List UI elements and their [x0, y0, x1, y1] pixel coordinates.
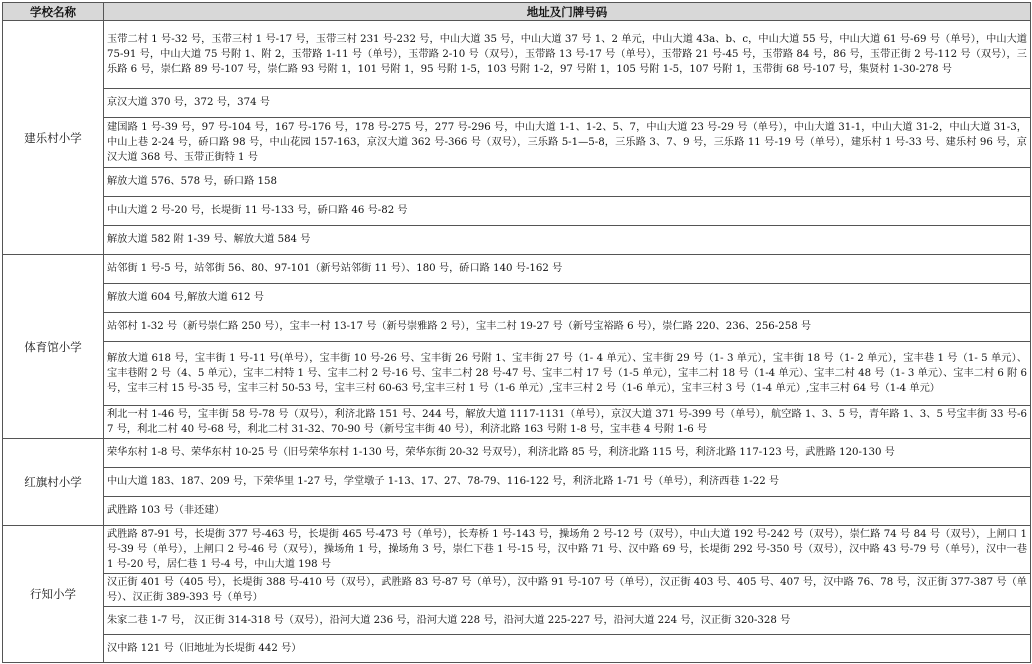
- address-cell: 解放大道 618 号，宝丰街 1 号-11 号(单号），宝丰街 10 号-26 号、宝丰街 26 号附 1、宝丰街 27 号（1- 4 单元）、宝丰街 29 号（1- 3 单元），宝丰街 18 号（1- 2 单元），宝丰巷 1 号（1- 5 单元）、宝丰巷附 2 号（4、5 单元），宝丰二村特 1 号、宝丰二村 2 号-16 号、宝丰二村 28 号-47 号、宝丰二村 17 号（1-5 单元），宝丰二村 18 号（1-4 单元）、宝丰二村 48 号（1- 3 单元）、宝丰二村 6 附 6 号，宝丰三村 15 号-35 号，宝丰三村 50-53 号，宝丰三村 60-63 号,宝丰三村 1 号（1-6 单元）,宝丰三村 2 号（1-6 单元），宝丰三村 3 号（1-4 单元）,宝丰三村 64 号（1-4 单元）: [104, 342, 1031, 406]
- address-cell: 站邻村 1-32 号（新号崇仁路 250 号），宝丰一村 13-17 号（新号崇雅路 2 号），宝丰二村 19-27 号（新号宝裕路 6 号），崇仁路 220、236、256-258 号: [104, 313, 1031, 342]
- table-row: [3, 118, 1031, 168]
- address-cell: 荣华东村 1-8 号、荣华东村 10-25 号（旧号荣华东村 1-130 号，荣华东街 20-32 号双号），利济北路 85 号，利济北路 115 号，利济北路 117-123 号，武胜路 120-130 号: [104, 439, 1031, 468]
- table-row: [3, 635, 1031, 663]
- table-row: [3, 255, 1031, 284]
- address-cell: 玉带二村 1 号-32 号，玉带三村 1 号-17 号，玉带三村 231 号-232 号，中山大道 35 号，中山大道 37 号 1、2 单元，中山大道 43a、b、c，中山大道 55 号，中山大道 61 号-69 号（单号），中山大道 75-91 号，中山大道 75 号附 1、附 2，玉带路 1-11 号（单号），玉带路 2-10 号（双号），玉带路 13 号-17 号（单号），玉带路 21 号-45 号，玉带路 84 号，86 号，玉带正街 2 号-112 号（双号），三乐路 6 号，崇仁路 89 号-107 号，崇仁路 93 号附 1，101 号附 1，95 号附 1-5，103 号附 1-2，97 号附 1，105 号附 1-5，107 号附 1，玉带街 68 号-107 号，集贤村 1-30-278 号: [104, 21, 1031, 89]
- table-row: [3, 313, 1031, 342]
- table-row: [3, 406, 1031, 439]
- table-row: [3, 497, 1031, 526]
- address-header: 地址及门牌号码: [104, 3, 1031, 21]
- table-row: [3, 89, 1031, 118]
- table-row: [3, 607, 1031, 635]
- address-cell: 武胜路 87-91 号，长堤街 377 号-463 号，长堤街 465 号-473 号（单号），长寿桥 1 号-143 号，操场角 2 号-12 号（双号），中山大道 192 号-242 号（双号），崇仁路 74 号 84 号（双号），上闸口 1 号-39 号（单号），上闸口 2 号-46 号（双号），操场角 1 号，操场角 3 号，崇仁下巷 1 号-15 号，汉中路 71 号、汉中路 69 号，长堤街 292 号-350 号（双号），汉中路 43 号-79 号（单号），汉中一巷 1 号-20 号，居仁巷 1 号-4 号，中山大道 198 号: [104, 526, 1031, 574]
- table-row: [3, 574, 1031, 607]
- table-row: [3, 226, 1031, 255]
- address-cell: 朱家二巷 1-7 号， 汉正街 314-318 号（双号），沿河大道 236 号，沿河大道 228 号，沿河大道 225-227 号，沿河大道 224 号，汉正街 320-328 号: [104, 607, 1031, 635]
- address-cell: 解放大道 576、578 号，硚口路 158: [104, 168, 1031, 197]
- address-cell: 武胜路 103 号（非还建）: [104, 497, 1031, 526]
- address-cell: 解放大道 604 号,解放大道 612 号: [104, 284, 1031, 313]
- table-row: [3, 197, 1031, 226]
- address-cell: 中山大道 183、187、209 号，下荣华里 1-27 号，学堂墩子 1-13、17、27、78-79、116-122 号，利济北路 1-71 号（单号），利济西巷 1-22 号: [104, 468, 1031, 497]
- school-name-cell: 建乐村小学: [3, 21, 104, 255]
- table-row: [3, 21, 1031, 89]
- address-cell: 站邻街 1 号-5 号，站邻街 56、80、97-101（新号站邻街 11 号）、180 号，硚口路 140 号-162 号: [104, 255, 1031, 284]
- address-cell: 利北一村 1-46 号，宝丰街 58 号-78 号（双号），利济北路 151 号、244 号，解放大道 1117-1131（单号），京汉大道 371 号-399 号（单号），航空路 1、3、5 号，青年路 1、3、5 号宝丰街 33 号-67 号，利北二村 40 号-68 号，利北二村 31-32、70-90 号（新号宝丰街 40 号），利济北路 163 号附 1-8 号，宝丰巷 4 号附 1-6 号: [104, 406, 1031, 439]
- table-row: [3, 526, 1031, 574]
- table-row: [3, 342, 1031, 406]
- school-name-cell: 体育馆小学: [3, 255, 104, 439]
- address-cell: 汉正街 401 号（405 号），长堤街 388 号-410 号（双号），武胜路 83 号-87 号（单号），汉中路 91 号-107 号（单号），汉正街 403 号、405 号、407 号，汉中路 76、78 号，汉正街 377-387 号（单号）、汉正街 389-393 号（单号）: [104, 574, 1031, 607]
- address-cell: 汉中路 121 号（旧地址为长堤街 442 号）: [104, 635, 1031, 663]
- table-row: [3, 284, 1031, 313]
- address-cell: 建国路 1 号-39 号，97 号-104 号，167 号-176 号，178 号-275 号，277 号-296 号，中山大道 1-1、1-2、5、7，中山大道 23 号-29 号（单号），中山大道 31-1，中山大道 31-2，中山大道 31-3，中山上巷 2-24 号，硚口路 98 号，中山花园 157-163，京汉大道 362 号-366 号（双号），三乐路 5-1—5-8，三乐路 3、7、9 号，三乐路 11 号-19 号（单号），建乐村 1 号-33 号、建乐村 96 号，京汉大道 368 号、玉带正街特 1 号: [104, 118, 1031, 168]
- header-row: [3, 3, 1031, 21]
- table-row: [3, 168, 1031, 197]
- school-name-cell: 红旗村小学: [3, 439, 104, 526]
- address-cell: 京汉大道 370 号，372 号，374 号: [104, 89, 1031, 118]
- school-name-cell: 行知小学: [3, 526, 104, 663]
- address-cell: 中山大道 2 号-20 号，长堤街 11 号-133 号，硚口路 46 号-82 号: [104, 197, 1031, 226]
- table-row: [3, 468, 1031, 497]
- school-zone-table: [2, 2, 1031, 663]
- address-cell: 解放大道 582 附 1-39 号、解放大道 584 号: [104, 226, 1031, 255]
- school-name-header: 学校名称: [3, 3, 104, 21]
- table-row: [3, 439, 1031, 468]
